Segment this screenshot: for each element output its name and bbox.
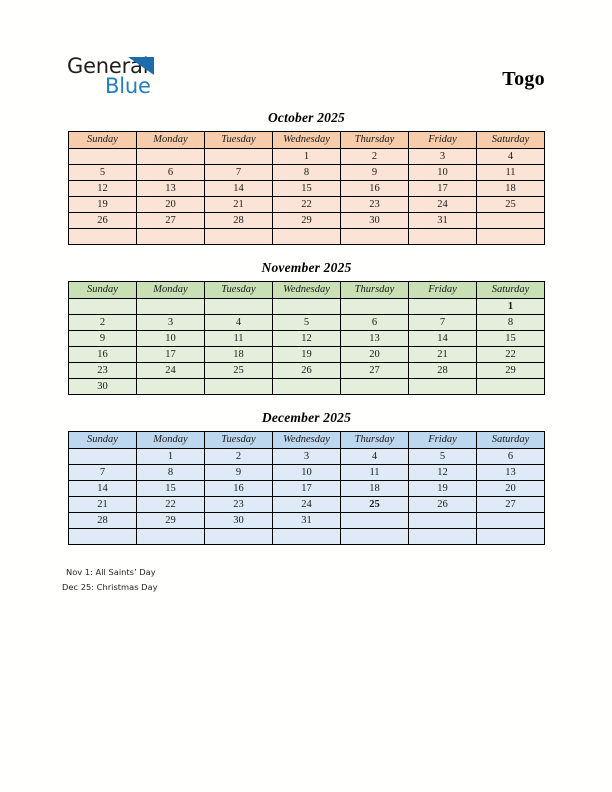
calendar-day-empty xyxy=(477,529,545,545)
calendar-day-empty xyxy=(137,379,205,395)
calendar-day[interactable]: 20 xyxy=(477,481,545,497)
calendar-day[interactable]: 14 xyxy=(409,331,477,347)
calendar-day[interactable]: 12 xyxy=(409,465,477,481)
logo-blue-text: Blue xyxy=(105,74,151,98)
calendar-day[interactable]: 23 xyxy=(69,363,137,379)
calendar-head xyxy=(69,282,545,299)
weekday-header-sunday: Sunday xyxy=(69,432,137,449)
calendar-day[interactable]: 9 xyxy=(69,331,137,347)
calendar-table-november xyxy=(68,281,545,395)
calendar-day[interactable]: 30 xyxy=(341,213,409,229)
weekday-header-monday: Monday xyxy=(137,432,205,449)
calendar-day[interactable]: 6 xyxy=(137,165,205,181)
calendar-day[interactable]: 9 xyxy=(341,165,409,181)
page-header xyxy=(0,50,612,102)
calendar-day-empty xyxy=(477,229,545,245)
calendar-day[interactable]: 31 xyxy=(273,513,341,529)
calendar-day[interactable]: 15 xyxy=(477,331,545,347)
calendar-week-row xyxy=(69,481,545,497)
calendar-day-empty xyxy=(341,379,409,395)
calendar-day-empty xyxy=(205,229,273,245)
calendar-day[interactable]: 10 xyxy=(273,465,341,481)
calendar-week-row xyxy=(69,497,545,513)
calendar-day[interactable]: 21 xyxy=(409,347,477,363)
calendar-day[interactable]: 22 xyxy=(273,197,341,213)
calendar-day-empty xyxy=(205,299,273,315)
calendar-week-row xyxy=(69,213,545,229)
calendar-day[interactable]: 16 xyxy=(69,347,137,363)
weekday-header-tuesday: Tuesday xyxy=(205,132,273,149)
calendar-day[interactable]: 18 xyxy=(205,347,273,363)
calendar-day[interactable]: 28 xyxy=(69,513,137,529)
calendar-day[interactable]: 26 xyxy=(273,363,341,379)
weekday-header-row xyxy=(69,132,545,149)
calendar-day[interactable]: 6 xyxy=(477,449,545,465)
calendar-day[interactable]: 7 xyxy=(205,165,273,181)
calendar-table-october xyxy=(68,131,545,245)
calendar-day-empty xyxy=(409,229,477,245)
calendar-day-holiday[interactable]: 1 xyxy=(477,299,545,315)
calendar-day[interactable]: 24 xyxy=(409,197,477,213)
calendar-day[interactable]: 28 xyxy=(409,363,477,379)
calendar-day[interactable]: 29 xyxy=(273,213,341,229)
calendar-week-row xyxy=(69,347,545,363)
weekday-header-tuesday: Tuesday xyxy=(205,432,273,449)
calendar-day-empty xyxy=(69,149,137,165)
calendar-day-empty xyxy=(69,449,137,465)
page-title: Togo xyxy=(502,68,545,90)
calendar-week-row xyxy=(69,379,545,395)
calendar-day[interactable]: 12 xyxy=(273,331,341,347)
calendar-day-empty xyxy=(273,299,341,315)
calendar-day[interactable]: 20 xyxy=(341,347,409,363)
calendar-day-empty xyxy=(205,149,273,165)
calendar-day[interactable]: 11 xyxy=(205,331,273,347)
calendar-day-empty xyxy=(69,229,137,245)
calendar-day[interactable]: 13 xyxy=(137,181,205,197)
calendar-day[interactable]: 29 xyxy=(137,513,205,529)
calendar-day[interactable]: 27 xyxy=(477,497,545,513)
calendar-day-holiday[interactable]: 25 xyxy=(341,497,409,513)
calendar-day-empty xyxy=(273,229,341,245)
calendar-day[interactable]: 22 xyxy=(137,497,205,513)
calendar-day[interactable]: 22 xyxy=(477,347,545,363)
weekday-header-wednesday: Wednesday xyxy=(273,432,341,449)
calendar-day[interactable]: 8 xyxy=(477,315,545,331)
weekday-header-friday: Friday xyxy=(409,432,477,449)
calendar-day[interactable]: 4 xyxy=(477,149,545,165)
calendar-day[interactable]: 21 xyxy=(205,197,273,213)
calendar-day-empty xyxy=(409,513,477,529)
calendar-day[interactable]: 19 xyxy=(69,197,137,213)
legend-item: Nov 1: All Saints’ Day xyxy=(66,567,156,577)
calendar-day[interactable]: 10 xyxy=(137,331,205,347)
calendar-day[interactable]: 12 xyxy=(69,181,137,197)
calendar-day[interactable]: 26 xyxy=(409,497,477,513)
calendar-day-empty xyxy=(341,529,409,545)
calendar-head xyxy=(69,132,545,149)
calendar-day[interactable]: 17 xyxy=(409,181,477,197)
calendar-day[interactable]: 11 xyxy=(477,165,545,181)
weekday-header-row xyxy=(69,282,545,299)
calendar-day-empty xyxy=(409,299,477,315)
calendar-day[interactable]: 17 xyxy=(273,481,341,497)
calendar-day[interactable]: 28 xyxy=(205,213,273,229)
calendar-week-row xyxy=(69,149,545,165)
weekday-header-monday: Monday xyxy=(137,132,205,149)
weekday-header-thursday: Thursday xyxy=(341,282,409,299)
calendar-day[interactable]: 7 xyxy=(409,315,477,331)
calendar-week-row xyxy=(69,513,545,529)
weekday-header-thursday: Thursday xyxy=(341,432,409,449)
month-title: October 2025 xyxy=(267,110,345,125)
calendar-day[interactable]: 21 xyxy=(69,497,137,513)
calendar-day[interactable]: 13 xyxy=(341,331,409,347)
calendar-body xyxy=(69,149,545,245)
calendar-day[interactable]: 11 xyxy=(341,465,409,481)
weekday-header-tuesday: Tuesday xyxy=(205,282,273,299)
calendar-day-empty xyxy=(341,299,409,315)
calendar-day-empty xyxy=(205,379,273,395)
calendar-day-empty xyxy=(137,299,205,315)
calendar-day[interactable]: 18 xyxy=(477,181,545,197)
calendar-day[interactable]: 25 xyxy=(205,363,273,379)
general-blue-logo xyxy=(67,54,267,100)
month-block-october xyxy=(68,110,545,245)
weekday-header-wednesday: Wednesday xyxy=(273,282,341,299)
weekday-header-row xyxy=(69,432,545,449)
calendar-day[interactable]: 24 xyxy=(137,363,205,379)
month-title: December 2025 xyxy=(261,410,352,425)
calendar-day[interactable]: 3 xyxy=(409,149,477,165)
calendar-day[interactable]: 2 xyxy=(205,449,273,465)
calendar-day[interactable]: 2 xyxy=(341,149,409,165)
calendar-week-row xyxy=(69,363,545,379)
weekday-header-saturday: Saturday xyxy=(477,432,545,449)
calendar-day[interactable]: 8 xyxy=(273,165,341,181)
month-title: November 2025 xyxy=(261,260,352,275)
calendar-day-empty xyxy=(477,513,545,529)
calendar-day-empty xyxy=(477,379,545,395)
month-block-december xyxy=(68,410,545,545)
weekday-header-sunday: Sunday xyxy=(69,132,137,149)
calendar-day-empty xyxy=(69,299,137,315)
calendar-week-row xyxy=(69,299,545,315)
calendar-day[interactable]: 30 xyxy=(69,379,137,395)
calendar-day-empty xyxy=(137,229,205,245)
calendar-table-december xyxy=(68,431,545,545)
weekday-header-sunday: Sunday xyxy=(69,282,137,299)
calendar-day[interactable]: 14 xyxy=(69,481,137,497)
calendar-week-row xyxy=(69,229,545,245)
calendar-day-empty xyxy=(409,529,477,545)
calendar-week-row xyxy=(69,465,545,481)
calendar-day[interactable]: 19 xyxy=(409,481,477,497)
calendar-day[interactable]: 1 xyxy=(137,449,205,465)
calendar-day[interactable]: 16 xyxy=(205,481,273,497)
weekday-header-wednesday: Wednesday xyxy=(273,132,341,149)
calendar-week-row xyxy=(69,529,545,545)
calendar-day[interactable]: 24 xyxy=(273,497,341,513)
weekday-header-friday: Friday xyxy=(409,132,477,149)
weekday-header-friday: Friday xyxy=(409,282,477,299)
calendar-day[interactable]: 7 xyxy=(69,465,137,481)
weekday-header-saturday: Saturday xyxy=(477,282,545,299)
logo-general-text: General xyxy=(67,54,149,78)
holiday-legend xyxy=(62,565,462,594)
calendar-day[interactable]: 29 xyxy=(477,363,545,379)
calendar-day-empty xyxy=(137,149,205,165)
calendar-body xyxy=(69,449,545,545)
calendar-day[interactable]: 4 xyxy=(205,315,273,331)
legend-item: Dec 25: Christmas Day xyxy=(62,581,158,592)
calendar-day[interactable]: 15 xyxy=(137,481,205,497)
calendar-day[interactable]: 5 xyxy=(409,449,477,465)
calendar-day[interactable]: 5 xyxy=(69,165,137,181)
calendar-day[interactable]: 16 xyxy=(341,181,409,197)
calendar-day-empty xyxy=(205,529,273,545)
weekday-header-monday: Monday xyxy=(137,282,205,299)
calendar-day[interactable]: 19 xyxy=(273,347,341,363)
calendar-day[interactable]: 15 xyxy=(273,181,341,197)
calendar-day[interactable]: 13 xyxy=(477,465,545,481)
calendar-day[interactable]: 30 xyxy=(205,513,273,529)
calendar-week-row xyxy=(69,197,545,213)
calendar-day[interactable]: 4 xyxy=(341,449,409,465)
calendar-day[interactable]: 27 xyxy=(137,213,205,229)
calendar-day[interactable]: 3 xyxy=(137,315,205,331)
calendar-day-empty xyxy=(69,529,137,545)
calendar-day[interactable]: 10 xyxy=(409,165,477,181)
calendar-day[interactable]: 25 xyxy=(477,197,545,213)
weekday-header-thursday: Thursday xyxy=(341,132,409,149)
calendar-day[interactable]: 6 xyxy=(341,315,409,331)
calendar-day[interactable]: 27 xyxy=(341,363,409,379)
calendar-day-empty xyxy=(137,529,205,545)
calendar-day[interactable]: 1 xyxy=(273,149,341,165)
calendar-day-empty xyxy=(409,379,477,395)
calendar-day-empty xyxy=(341,513,409,529)
calendar-day[interactable]: 8 xyxy=(137,465,205,481)
calendar-day[interactable]: 3 xyxy=(273,449,341,465)
calendar-day[interactable]: 5 xyxy=(273,315,341,331)
calendar-week-row xyxy=(69,331,545,347)
calendar-day[interactable]: 20 xyxy=(137,197,205,213)
month-block-november xyxy=(68,260,545,395)
triangle-icon xyxy=(128,57,154,75)
calendar-day[interactable]: 14 xyxy=(205,181,273,197)
calendar-day[interactable]: 18 xyxy=(341,481,409,497)
weekday-header-saturday: Saturday xyxy=(477,132,545,149)
calendar-day-empty xyxy=(341,229,409,245)
calendar-week-row xyxy=(69,449,545,465)
calendar-body xyxy=(69,299,545,395)
calendar-head xyxy=(69,432,545,449)
calendar-day-empty xyxy=(477,213,545,229)
calendar-day[interactable]: 23 xyxy=(205,497,273,513)
calendar-day-empty xyxy=(273,529,341,545)
calendar-week-row xyxy=(69,315,545,331)
calendar-week-row xyxy=(69,165,545,181)
calendar-day-empty xyxy=(273,379,341,395)
calendar-day[interactable]: 2 xyxy=(69,315,137,331)
calendar-day[interactable]: 17 xyxy=(137,347,205,363)
calendar-week-row xyxy=(69,181,545,197)
calendar-day[interactable]: 9 xyxy=(205,465,273,481)
calendar-day[interactable]: 31 xyxy=(409,213,477,229)
calendar-day[interactable]: 23 xyxy=(341,197,409,213)
calendar-day[interactable]: 26 xyxy=(69,213,137,229)
